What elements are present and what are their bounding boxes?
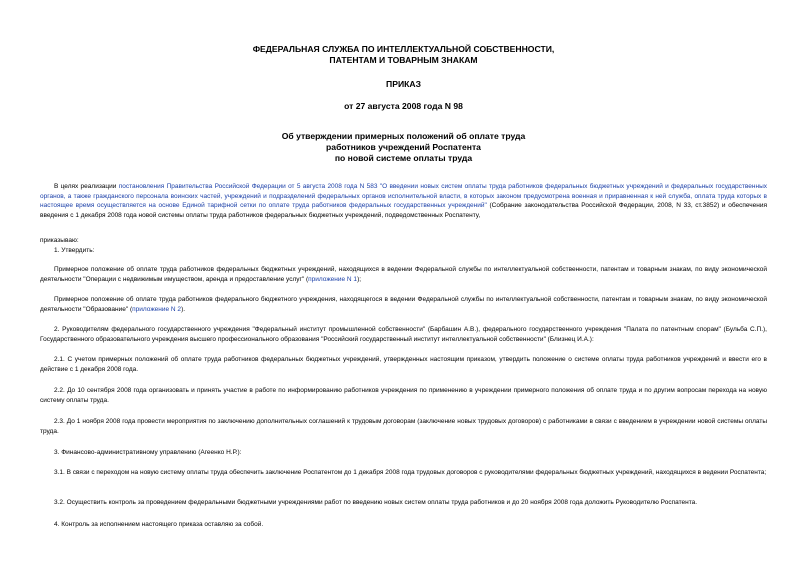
item-3-2 (40, 498, 767, 508)
item-1b-text-before: Примерное положение об оплате труда работников федерального бюджетного учреждения, находящегося в ведении Федеральной службы по интеллектуальной собственности, патентам и товарным знакам, по виду экономической деятельности "Образование" ( (40, 296, 767, 313)
prikazyvayu-line (40, 236, 767, 246)
item-2 (40, 325, 767, 344)
item-1a-text-before: Примерное положение об оплате труда работников федеральных бюджетных учреждений, находящихся в ведении Федеральной службы по интеллектуальной собственности, патентам и товарным знакам, по виду экономической деятельности "Операции с недвижимым имуществом, аренда и предоставление услуг" ( (40, 266, 767, 283)
item-2-2 (40, 386, 767, 405)
item-1a-text-after: ); (357, 275, 362, 283)
item-4 (40, 520, 767, 530)
item-1 (40, 246, 767, 256)
appendix-2-link[interactable]: приложение N 2 (132, 305, 182, 313)
preamble-paragraph (40, 182, 767, 220)
title-line-2: работников учреждений Роспатента (326, 142, 481, 152)
item-1b (40, 295, 767, 314)
agency-name-line-2: ПАТЕНТАМ И ТОВАРНЫМ ЗНАКАМ (329, 55, 478, 65)
item-2-3 (40, 417, 767, 436)
document-type: ПРИКАЗ (386, 79, 421, 89)
title-line-3: по новой системе оплаты труда (334, 153, 473, 163)
item-3-text: 3. Финансово-административному управлению (Агеенко Н.Р.): (54, 449, 242, 456)
item-2-1-text: 2.1. С учетом примерных положений об оплате труда работников федеральных бюджетных учреждений, утвержденных настоящим приказом, утвердить положение о системе оплаты труда работников учреждений и ввести его в действие с 1 декабря 2008 года. (40, 356, 767, 373)
preamble-text-before: В целях реализации (54, 183, 119, 190)
agency-name-line-1: ФЕДЕРАЛЬНАЯ СЛУЖБА ПО ИНТЕЛЛЕКТУАЛЬНОЙ СОБСТВЕННОСТИ, (252, 44, 555, 54)
appendix-1-link[interactable]: приложение N 1 (308, 275, 358, 283)
item-3-1-text: 3.1. В связи с переходом на новую систему оплаты труда обеспечить заключение Роспатентом до 1 декабря 2008 года трудовых договоров с руководителями федеральных бюджетных учреждений, находящихся в ведении Роспатента; (54, 469, 767, 476)
title-line-1: Об утверждении примерных положений об оплате труда (281, 131, 526, 141)
item-2-3-text: 2.3. До 1 ноября 2008 года провести мероприятия по заключению дополнительных соглашений к трудовым договорам (заключение новых трудовых договоров) с работниками в связи с введением в учреждении новой системы оплаты труда. (40, 418, 767, 435)
item-1a (40, 265, 767, 284)
preamble-text-after: (Собрание законодательства Российской Федерации, 2008, N 33, ст.3852) и обеспечения введения с 1 декабря 2008 года новой системы оплаты труда работников федеральных бюджетных учреждений, подведомственных Роспатенту, (40, 202, 767, 219)
item-4-text: 4. Контроль за исполнением настоящего приказа оставляю за собой. (54, 521, 264, 528)
item-2-1 (40, 355, 767, 374)
document-title (0, 131, 807, 164)
item-3-1 (40, 468, 767, 478)
item-3-2-text: 3.2. Осуществить контроль за проведением федеральными бюджетными учреждениями работ по введению новых систем оплаты труда работников и до 20 ноября 2008 года доложить Руководителю Роспатента. (54, 499, 698, 506)
item-2-text: 2. Руководителям федерального государственного учреждения "Федеральный институт промышленной собственности" (Барбашин А.В.), федерального государственного учреждения "Палата по патентным спорам" (Бульба С.П.), Государственного образовательного учреждения высшего профессионального образования "Российский государственный институт интеллектуальной собственности" (Близнец И.А.): (40, 326, 767, 343)
item-1b-text-after: ). (181, 305, 186, 313)
item-3 (40, 448, 767, 458)
agency-name (0, 44, 807, 66)
item-1-text: 1. Утвердить: (54, 247, 95, 254)
document-date: от 27 августа 2008 года N 98 (344, 101, 463, 111)
government-decree-link[interactable]: постановления Правительства Российской Федерации от 5 августа 2008 года N 583 "О введении новых систем оплаты труда работников федеральных бюджетных учреждений и федеральных государственных органов, а также гражданского персонала воинских частей, учреждений и подразделений федеральных органов исполнительной власти, в которых законом предусмотрена военная и приравненная к ней служба, оплата труда которых в настоящее время осуществляется на основе Единой тарифной сетки по оплате труда работников федеральных государственных учреждений" (40, 183, 767, 210)
prikazyvayu-text: приказываю: (40, 237, 79, 244)
item-2-2-text: 2.2. До 10 сентября 2008 года организовать и принять участие в работе по информированию работников учреждения по применению в учреждении примерного положения об оплате труда и по другим вопросам перехода на новую систему оплаты труда. (40, 387, 767, 404)
